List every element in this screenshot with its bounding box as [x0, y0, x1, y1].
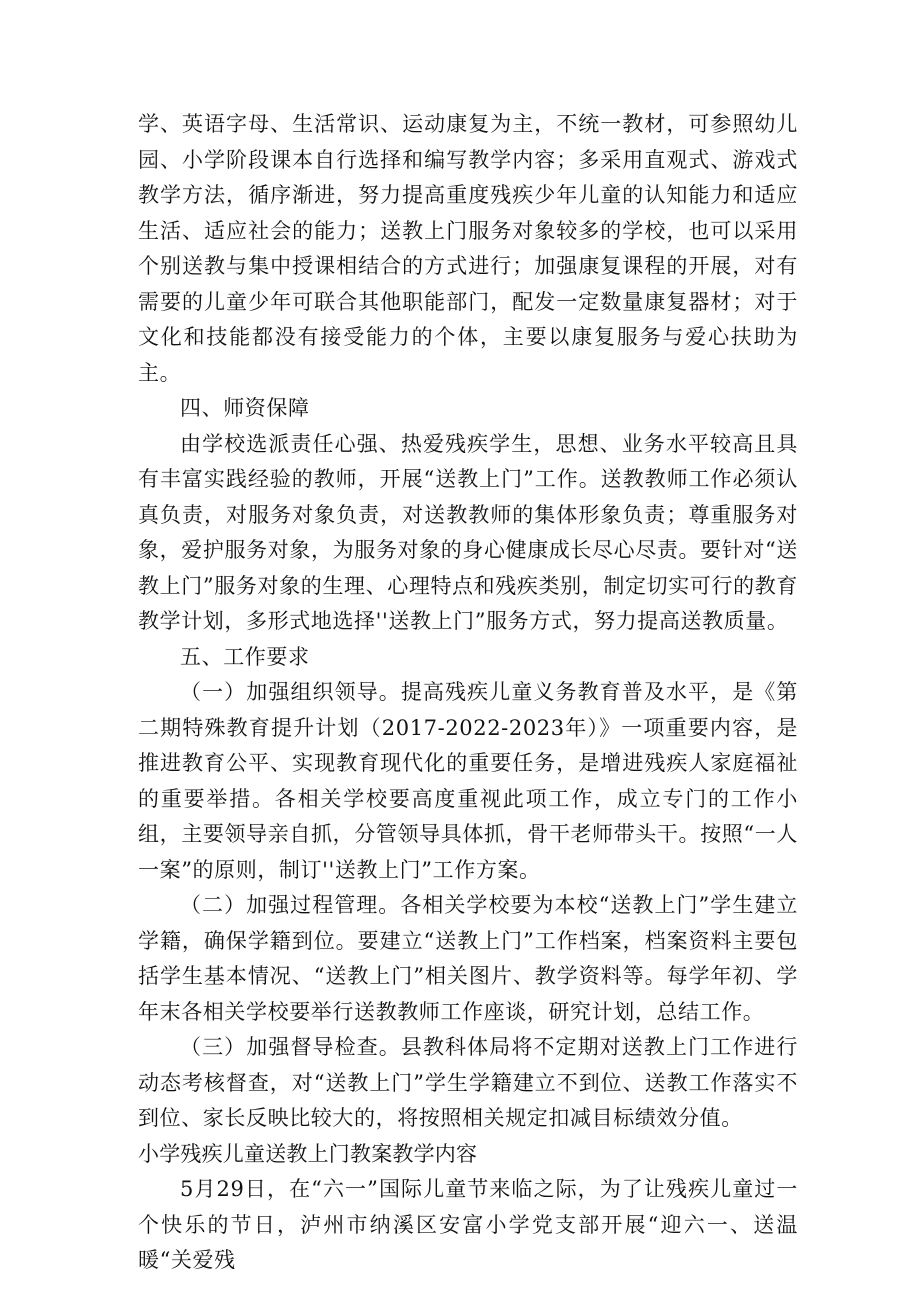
paragraph-childrens-day-event: 5月29日，在“六一”国际儿童节来临之际，为了让残疾儿童过一个快乐的节日，泸州市纳溪区安富小学党支部开展“迎六一、送温暖“关爱残: [138, 1177, 798, 1272]
paragraph-supervision-inspection: （三）加强督导检查。县教科体局将不定期对送教上门工作进行动态考核督查，对“送教上门”学生学籍建立不到位、送教工作落实不到位、家长反映比较大的，将按照相关规定扣减目标绩效分值。: [138, 1035, 798, 1130]
paragraph-teacher-support: 由学校选派责任心强、热爱残疾学生，思想、业务水平较高且具有丰富实践经验的教师，开展“送教上门”工作。送教教师工作必须认真负责，对服务对象负责，对送教教师的集体形象负责；尊重服务对象，爱护服务对象，为服务对象的身心健康成长尽心尽责。要针对“送教上门”服务对象的生理、心理特点和残疾类别，制定切实可行的教育教学计划，多形式地选择''送教上门”服务方式，努力提高送教质量。: [138, 431, 798, 633]
paragraph-process-management: （二）加强过程管理。各相关学校要为本校“送教上门”学生建立学籍，确保学籍到位。要建立“送教上门”工作档案，档案资料主要包括学生基本情况、“送教上门”相关图片、教学资料等。每学年初、学年末各相关学校要举行送教教师工作座谈，研究计划，总结工作。: [138, 893, 798, 1024]
section-heading-work-requirements: 五、工作要求: [180, 644, 310, 669]
paragraph-organization-leadership: （一）加强组织领导。提高残疾儿童义务教育普及水平，是《第二期特殊教育提升计划（2017-2022-2023年）》一项重要内容，是推进教育公平、实现教育现代化的重要任务，是增进残疾人家庭福祉的重要举措。各相关学校要高度重视此项工作，成立专门的工作小组，主要领导亲自抓，分管领导具体抓，骨干老师带头干。按照“一人一案”的原则，制订''送教上门”工作方案。: [138, 680, 798, 882]
document-body: [138, 107, 798, 1279]
document-subtitle: 小学残疾儿童送教上门教案教学内容: [138, 1141, 478, 1166]
paragraph-teaching-content: 学、英语字母、生活常识、运动康复为主，不统一教材，可参照幼儿园、小学阶段课本自行选择和编写教学内容；多采用直观式、游戏式教学方法，循序渐进，努力提高重度残疾少年儿童的认知能力和适应生活、适应社会的能力；送教上门服务对象较多的学校，也可以采用个别送教与集中授课相结合的方式进行；加强康复课程的开展，对有需要的儿童少年可联合其他职能部门，配发一定数量康复器材；对于文化和技能都没有接受能力的个体，主要以康复服务与爱心扶助为主。: [138, 112, 798, 385]
section-heading-teacher-support: 四、师资保障: [180, 396, 310, 420]
